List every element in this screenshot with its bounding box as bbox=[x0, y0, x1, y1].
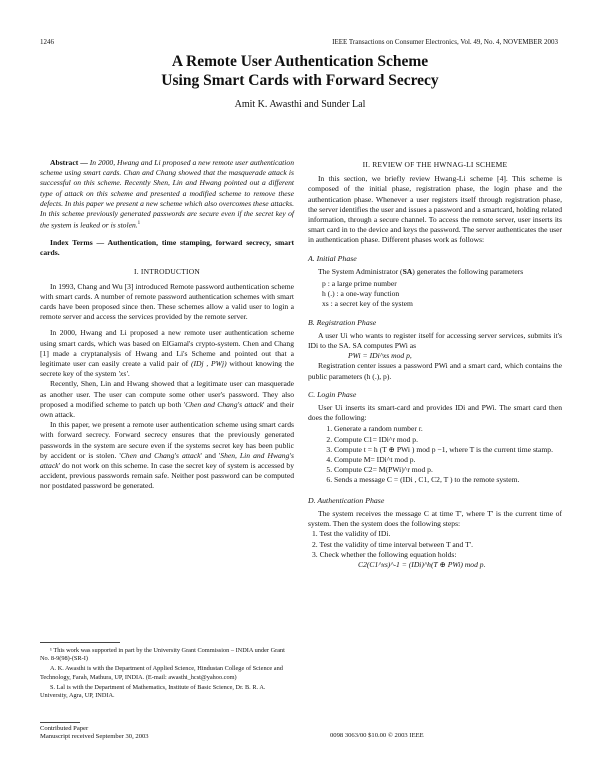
intro-p3-part-a: Recently, Shen, Lin and Hwang showed that a legitimate user can masquerade as another user. The user can compute some other user's password. They also proposed a modified scheme to patch up both ' bbox=[40, 379, 294, 409]
login-step: 6. Sends a message C = (IDi , C1, C2, T ) to the remote system. bbox=[334, 475, 562, 485]
authentication-step: 1. Test the validity of IDi. bbox=[312, 529, 391, 539]
right-column bbox=[308, 160, 562, 570]
initial-text-sa: SA bbox=[402, 266, 413, 276]
login-step: 5. Compute C2= M(PWi)^r mod p. bbox=[334, 465, 562, 475]
intro-p4-part-a: In this paper, we present a remote user authentication scheme using smart cards with forward secrecy. Forward secrecy ensures that the previously generated passwords in the system are secure even if the systems secret key has been public by accident or is stolen. ' bbox=[40, 420, 294, 460]
manuscript-received: Manuscript received September 30, 2003 bbox=[40, 733, 149, 740]
registration-text-1: A user Ui who wants to register itself for accessing server services, submits it's IDi to the SA. SA computes PWi as bbox=[308, 330, 562, 351]
intro-p3-attack: Chen and Chang's attack bbox=[185, 399, 264, 409]
footnote-rule bbox=[40, 642, 120, 643]
authors: Amit K. Awasthi and Sunder Lal bbox=[234, 99, 366, 110]
copyright: 0098 3063/00 $10.00 © 2003 IEEE bbox=[330, 732, 424, 739]
authentication-step: 3. Check whether the following equation holds: bbox=[312, 549, 457, 559]
intro-paragraph-2 bbox=[40, 328, 294, 379]
authentication-text: The system receives the message C at time T', where T' is the current time of system. Then the system does the following steps: bbox=[308, 508, 562, 529]
parameter-item: xs : a secret key of the system bbox=[322, 299, 413, 309]
review-paragraph: In this section, we briefly review Hwang-Li scheme [4]. This scheme is composed of the initial phase, registration phase, the login phase and the authentication phase. Whenever a user registers itself through registration phase, the server identifies the user and issues a password and a smartcard, holding related information, through a secure channel. To access the remote server, user inserts its smart card in to the device and keys the password. The server authenticates the user in authentication phase. Different phases work as follows: bbox=[308, 174, 562, 245]
intro-paragraph-3 bbox=[40, 379, 294, 420]
initial-phase-text bbox=[308, 267, 562, 277]
intro-p3-part-b: ' and their own attack. bbox=[40, 399, 294, 419]
parameter-item: h (.) : a one-way function bbox=[322, 289, 400, 299]
parameter-item: p : a large prime number bbox=[322, 279, 397, 289]
login-steps bbox=[308, 424, 562, 485]
authentication-formula: C2(C1^xs)^-1 = (IDi)^h(T ⊕ PWi) mod p. bbox=[358, 559, 486, 569]
intro-p4-part-b: ' do not work on this scheme. In case the secret key of system is accessed by accident, previous passwords remain safe. Neither post password can be computed nor postdated password be generated. bbox=[40, 461, 294, 491]
footer-left bbox=[40, 722, 149, 741]
authentication-steps bbox=[308, 529, 562, 560]
section-heading-review: II. REVIEW OF THE HWNAG-LI SCHEME bbox=[362, 160, 508, 169]
contributed-paper: Contributed Paper bbox=[40, 725, 89, 732]
footnote-1: ¹ This work was supported in part by the University Grant Commission – INDIA under Grant No. 8-9(98)-(SR-I) bbox=[40, 647, 285, 663]
abstract-label: Abstract — bbox=[50, 158, 90, 167]
parameter-list bbox=[308, 279, 562, 310]
intro-p2-part-a: In 2000, Hwang and Li proposed a new remote user authentication scheme using smart cards, which was based on ElGamal's crypto-system. Chen and Chang [1] made a cryptanalysis of Hwang and Li's Scheme and pointed out that a legitimate user can easily create a valid pair of bbox=[40, 328, 294, 368]
login-step: 4. Compute M= IDi^t mod p. bbox=[334, 455, 562, 465]
login-step: 3. Compute t = h (T ⊕ PWi ) mod p −1, where T is the current time stamp. bbox=[334, 445, 562, 455]
login-text: User Ui inserts its smart-card and provides IDi and PWi. The smart card then does the following: bbox=[308, 403, 562, 423]
intro-p2-pair: (IDj , PWj) bbox=[190, 358, 227, 368]
journal-header: IEEE Transactions on Consumer Electronics, Vol. 49, No. 4, NOVEMBER 2003 bbox=[332, 38, 558, 46]
authentication-step: 2. Test the validity of time interval between T and T'. bbox=[312, 539, 473, 549]
abstract-footnote-mark: 1 bbox=[137, 221, 141, 227]
footnote-3: S. Lal is with the Department of Mathematics, Institute of Basic Science, Dr. B. R. A. University, Agra, UP, INDIA. bbox=[40, 683, 266, 700]
footnotes bbox=[40, 642, 294, 700]
intro-p2-part-b: without knowing the secrete key of the system bbox=[40, 358, 294, 379]
page-number: 1246 bbox=[40, 38, 54, 46]
left-column bbox=[40, 158, 294, 492]
paper-title bbox=[0, 52, 600, 90]
footer-rule bbox=[40, 722, 80, 723]
abstract bbox=[40, 158, 294, 231]
section-heading-introduction: I. INTRODUCTION bbox=[134, 267, 200, 277]
subsection-login-phase: C. Login Phase bbox=[308, 389, 357, 399]
title-line-2: Using Smart Cards with Forward Secrecy bbox=[161, 72, 439, 89]
intro-paragraph-1: In 1993, Chang and Wu [3] introduced Remote password authentication scheme with smart cards. A number of remote password authentication schemes with smart cards have been proposed since then. These schemes allow a valid user to login a remote server and access the services provided by the remote server. bbox=[40, 281, 294, 322]
initial-text-a: The System Administrator ( bbox=[318, 266, 403, 276]
login-step: 1. Generate a random number r. bbox=[334, 424, 562, 434]
intro-p4-attack-2: Shen, Lin and Hwang's attack bbox=[40, 450, 294, 471]
intro-paragraph-4 bbox=[40, 420, 294, 491]
abstract-text: In 2000, Hwang and Li proposed a new remote user authentication scheme using smart cards. Chan and Chang showed that the masquerade attack is successful on this scheme. Recently Shen, Lin and Hwang pointed out a different type of attack on this scheme and presented a modified scheme to remove these defects. In this paper we present a new scheme which also overcomes these attacks. In this scheme previously generated passwords are secure even if the secret key of the system is leaked or is stolen. bbox=[40, 158, 294, 230]
footnote-2: A. K. Awasthi is with the Department of Applied Science, Hindustan College of Science and Technology, Farah, Mathura, UP, INDIA. (E-mail: awasthi_hcst@yahoo.com) bbox=[40, 665, 283, 681]
intro-p4-attack-1: Chen and Chang's attack bbox=[120, 450, 201, 460]
intro-p2-part-c: . bbox=[127, 369, 130, 379]
subsection-registration-phase: B. Registration Phase bbox=[308, 317, 377, 327]
title-line-1: A Remote User Authentication Scheme bbox=[171, 53, 429, 70]
index-terms: Index Terms — Authentication, time stamping, forward secrecy, smart cards. bbox=[40, 237, 294, 258]
intro-p2-secret: 'xs' bbox=[118, 369, 128, 379]
intro-p4-and: ' and ' bbox=[200, 450, 221, 460]
subsection-initial-phase: A. Initial Phase bbox=[308, 253, 357, 263]
subsection-authentication-phase: D. Authentication Phase bbox=[308, 495, 385, 505]
login-step: 2. Compute C1= IDi^r mod p. bbox=[334, 435, 562, 445]
initial-text-b: ) generates the following parameters bbox=[412, 266, 524, 276]
registration-formula: PWi = IDi^xs mod p, bbox=[348, 351, 412, 361]
registration-text-2: Registration center issues a password PWi and a smart card, which contains the public parameters (h (.), p). bbox=[308, 361, 562, 381]
